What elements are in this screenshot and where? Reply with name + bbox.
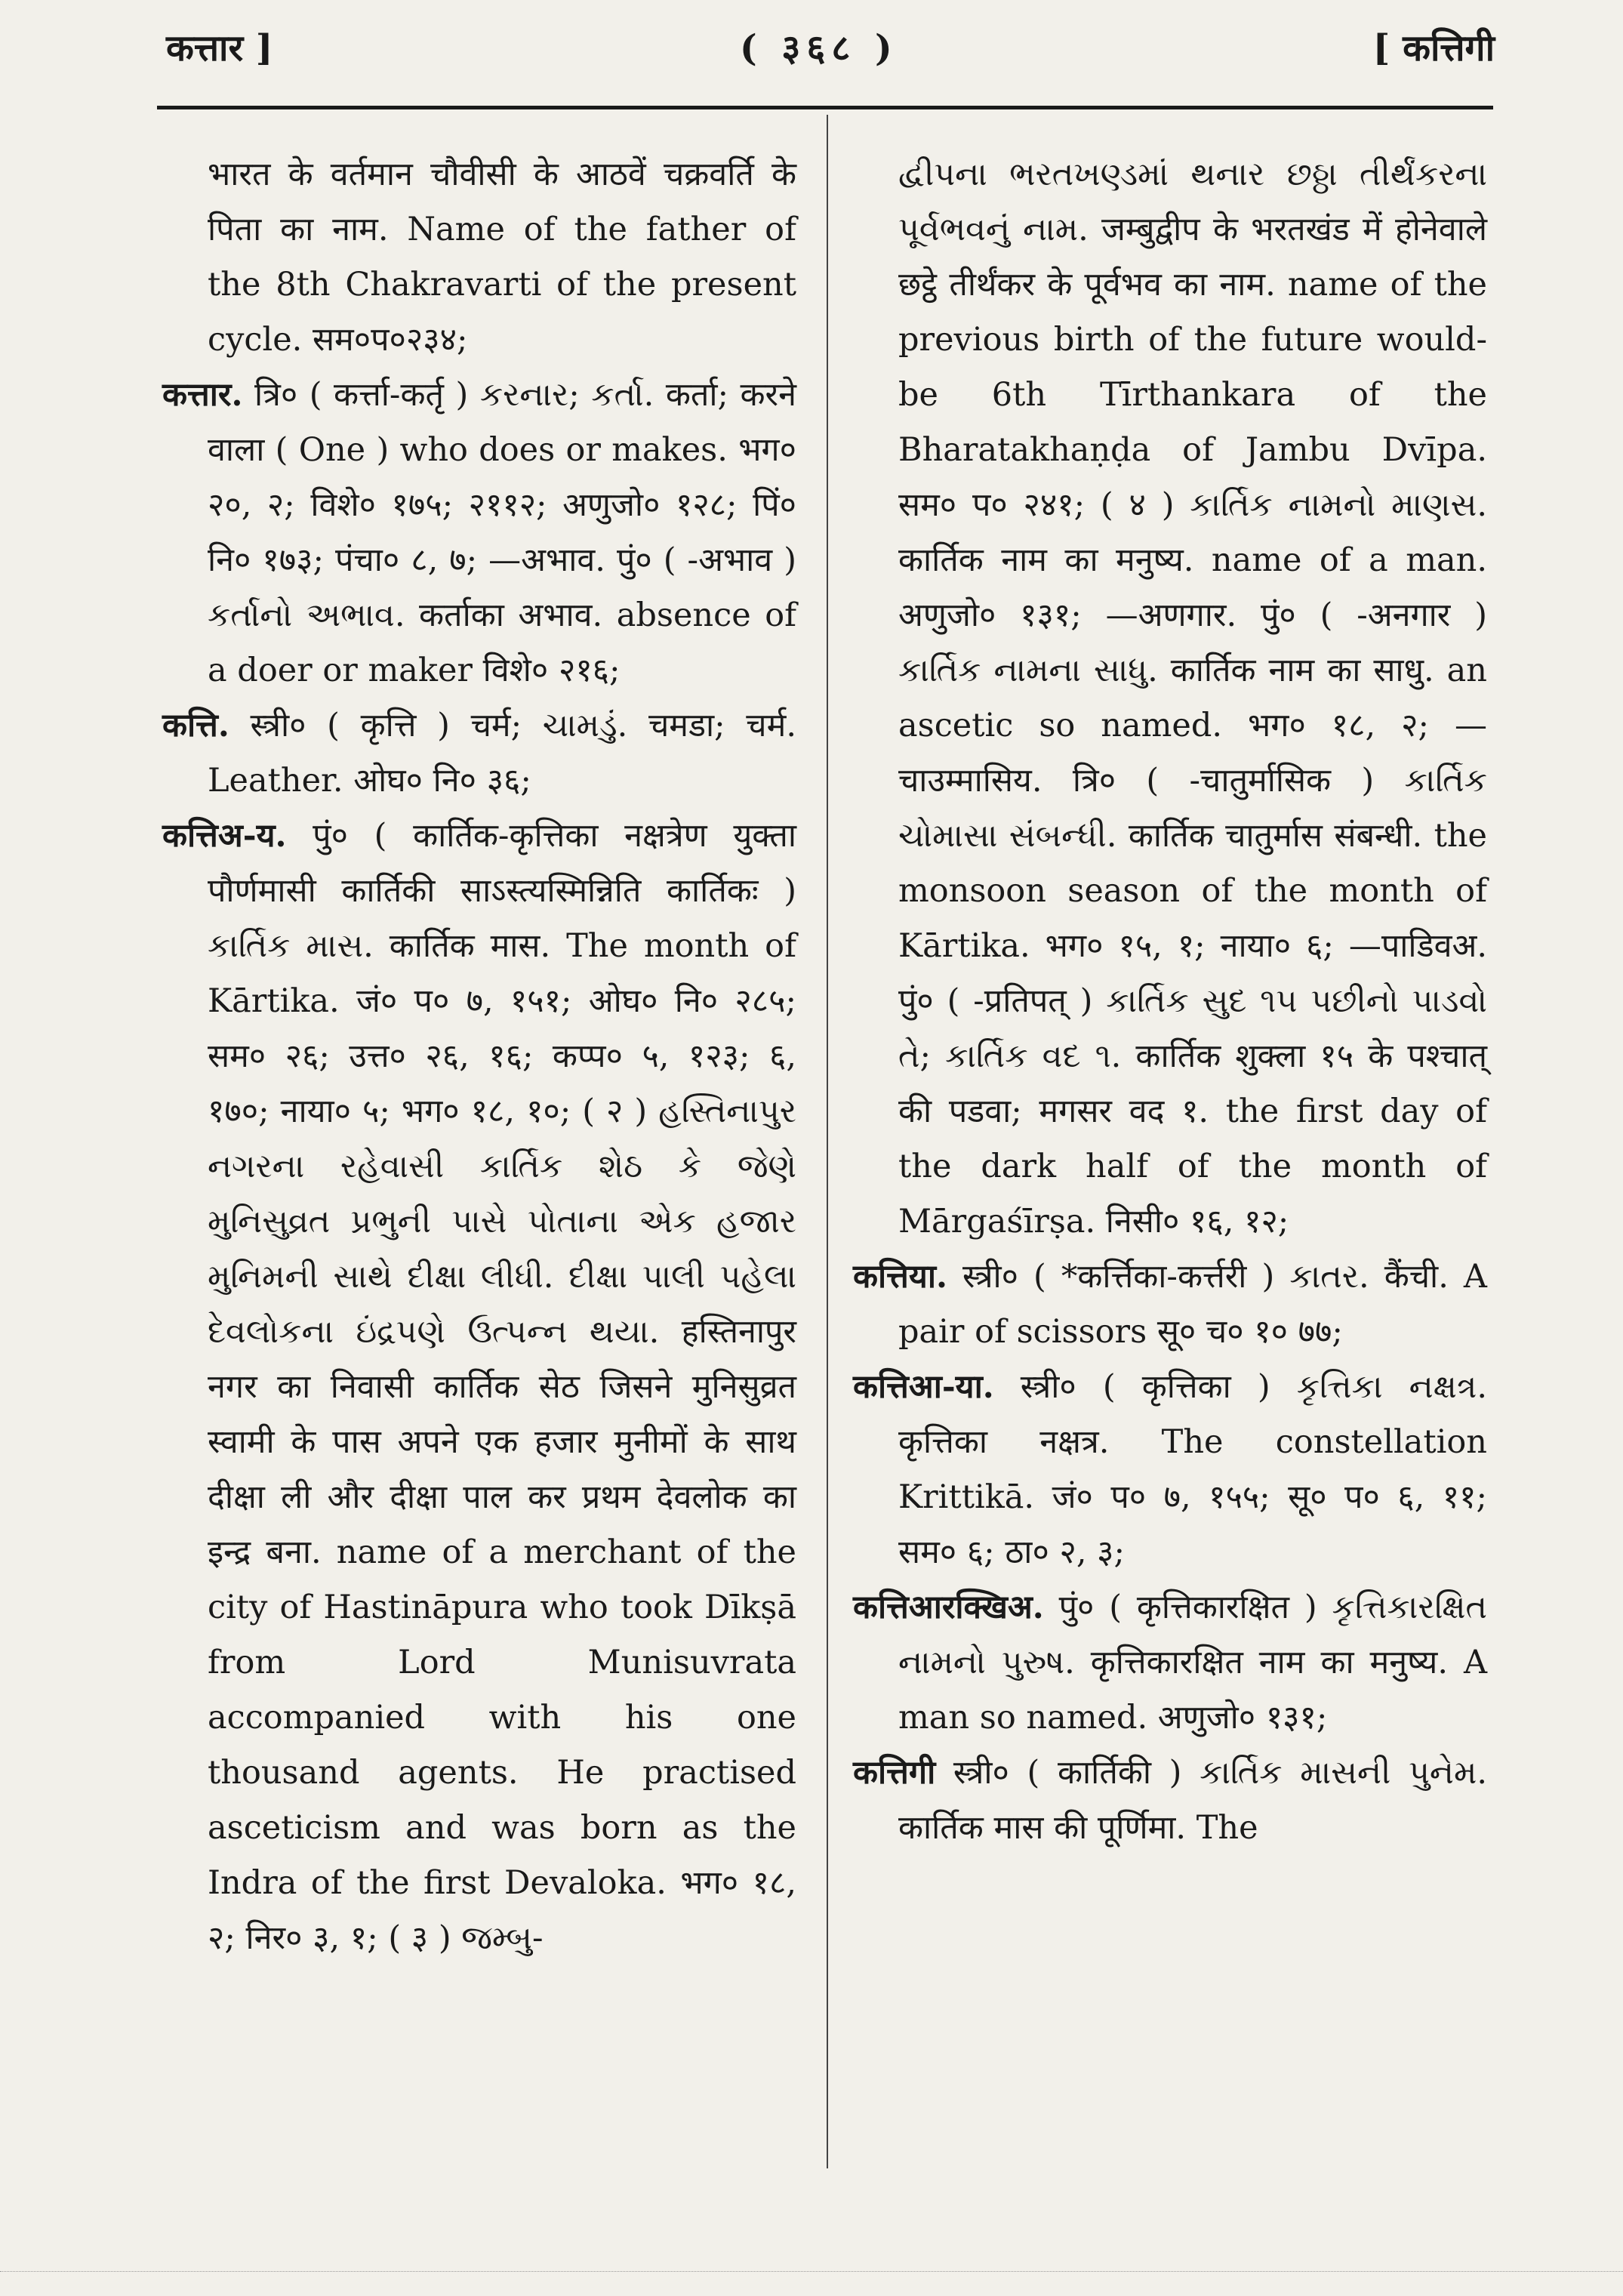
column-divider bbox=[827, 115, 828, 2168]
header-left-guideword: कत्तार ] bbox=[166, 27, 273, 69]
page-header bbox=[151, 17, 1495, 77]
dictionary-entry bbox=[162, 698, 796, 809]
entry-headword: कत्तार. bbox=[162, 376, 243, 414]
entry-text: स्त्री० ( कृत्तिका ) કૃત્તિકા નક્ષત્ર. कृत्तिका नक्षत्र. The constellation Krittikā. जं० प० ७, १५५; सू० प० ६, ११; सम० ६; ठा० २, ३; bbox=[898, 1368, 1487, 1571]
entry-text: त्रि० ( कर्त्ता-कर्तृ ) કરનાર; કર્તા. कर्ता; करने वाला ( One ) who does or makes. भग० २०, २; विशे० १७५; २११२; अणुजो० १२८; पिं० नि० १७३; पंचा० ८, ७; —अभाव. पुं० ( -अभाव ) કર્તાનો અભાવ. कर्ताका अभाव. absence of a doer or maker विशे० २१६; bbox=[208, 376, 796, 689]
header-right-guideword: [ कत्तिगी bbox=[1372, 27, 1495, 69]
entry-text: स्त्री० ( *कर्त्तिका-कर्त्तरी ) કાતર. कैंची. A pair of scissors सू० च० १० ७७; bbox=[898, 1258, 1487, 1351]
entry-headword: कत्तिआ-या. bbox=[853, 1368, 994, 1406]
entry-headword: कत्तिया. bbox=[853, 1258, 947, 1296]
left-column bbox=[162, 147, 796, 1966]
right-column bbox=[853, 147, 1487, 1856]
page-number: ( ३६८ ) bbox=[740, 27, 898, 69]
dictionary-entry bbox=[853, 1746, 1487, 1856]
dictionary-entry bbox=[853, 1250, 1487, 1360]
dictionary-entry bbox=[853, 1360, 1487, 1580]
entry-text: पुं० ( कार्तिक-कृत्तिका नक्षत्रेण युक्ता पौर्णमासी कार्तिकी साऽस्त्यस्मिन्निति कार्तिकः ) કાર્તિક માસ. कार्तिक मास. The month of Kārtika. जं० प० ७, १५१; ओघ० नि० २८५; सम० २६; उत्त० २६, १६; कप्प० ५, १२३; ६, १७०; नाया० ५; भग० १८, १०; ( २ ) હસ્તિનાપુર નગરના રહેવાસી કાર્તિક શેઠ કે જેણે મુનિસુવ્રત પ્રભુની પાસે પોતાના એક હજાર મુનિમની સાથે દીક્ષા લીધી. દીક્ષા પાલી પહેલા દેવલોકના ઇંદ્રપણે ઉત્પન્ન થયા. हस्तिनापुर नगर का निवासी कार्तिक सेठ जिसने मुनिसुव्रत स्वामी के पास अपने एक हजार मुनीमों के साथ दीक्षा ली और दीक्षा पाल कर प्रथम देवलोक का इन्द्र बना. name of a merchant of the city of Hastināpura who took Dīkṣā from Lord Munisuvrata accompanied with his one thousand agents. He practised asceticism and was born as the Indra of the first Devaloka. भग० १८, २; निर० ३, १; ( ३ ) જમ્બુ- bbox=[208, 817, 796, 1957]
entry-headword: कत्तिअ-य. bbox=[162, 817, 287, 855]
entry-text: भारत के वर्तमान चौवीसी के आठवें चक्रवर्ति के पिता का नाम. Name of the father of the 8th Chakravarti of the present cycle. सम०प०२३४; bbox=[208, 156, 796, 359]
entry-text: स्त्री० ( कार्तिकी ) કાર્તિક માસની પુનેમ. कार्तिक मास की पूर्णिमा. The bbox=[898, 1754, 1487, 1847]
dictionary-entry bbox=[162, 809, 796, 1966]
header-rule bbox=[157, 106, 1493, 109]
dictionary-entry bbox=[853, 147, 1487, 1250]
entry-headword: कत्तिगी bbox=[853, 1754, 936, 1792]
entry-headword: कत्ति. bbox=[162, 707, 229, 744]
entry-headword: कत्तिआरक्खिअ. bbox=[853, 1589, 1044, 1626]
dictionary-entry bbox=[162, 147, 796, 368]
dictionary-entry bbox=[162, 368, 796, 698]
entry-text: स्त्री० ( कृत्ति ) चर्म; ચામડું. चमडा; चर्म. Leather. ओघ० नि० ३६; bbox=[208, 707, 796, 800]
entry-text: દ્વીપના ભરતખણ્ડમાં થનાર છઠ્ઠા તીર્થંકરના પૂર્વભવનું નામ. जम्बुद्वीप के भरतखंड में होनेवाले छट्ठे तीर्थंकर के पूर्वभव का नाम. name of the previous birth of the future would-be 6th Tīrthankara of the Bharatakhaṇḍa of Jambu Dvīpa. सम० प० २४१; ( ४ ) કાર્તિક નામનો માણસ. कार्तिक नाम का मनुष्य. name of a man. अणुजो० १३१; —अणगार. पुं० ( -अनगार ) કાર્તિક નામના સાધુ. कार्तिक नाम का साधु. an ascetic so named. भग० १८, २; —चाउम्मासिय. त्रि० ( -चातुर्मासिक ) કાર્તિક ચોમાસા સંબન્ધી. कार्तिक चातुर्मास संबन्धी. the monsoon season of the month of Kārtika. भग० १५, १; नाया० ६; —पाडिवअ. पुं० ( -प्रतिपत् ) કાર્તિક સુદ ૧૫ પછીનો પાડવો તે; કાર્તિક વદ ૧. कार्तिक शुक्ला १५ के पश्चात् की पडवा; मगसर वद १. the first day of the dark half of the month of Mārgaśīrṣa. निसी० १६, १२; bbox=[898, 156, 1487, 1240]
entry-text: पुं० ( कृत्तिकारक्षित ) કૃત્તિકારક્ષિત નામનો પુરુષ. कृत्तिकारक्षित नाम का मनुष्य. A man so named. अणुजो० १३१; bbox=[898, 1589, 1487, 1737]
page-bottom-edge bbox=[0, 2271, 1623, 2273]
dictionary-entry bbox=[853, 1580, 1487, 1746]
